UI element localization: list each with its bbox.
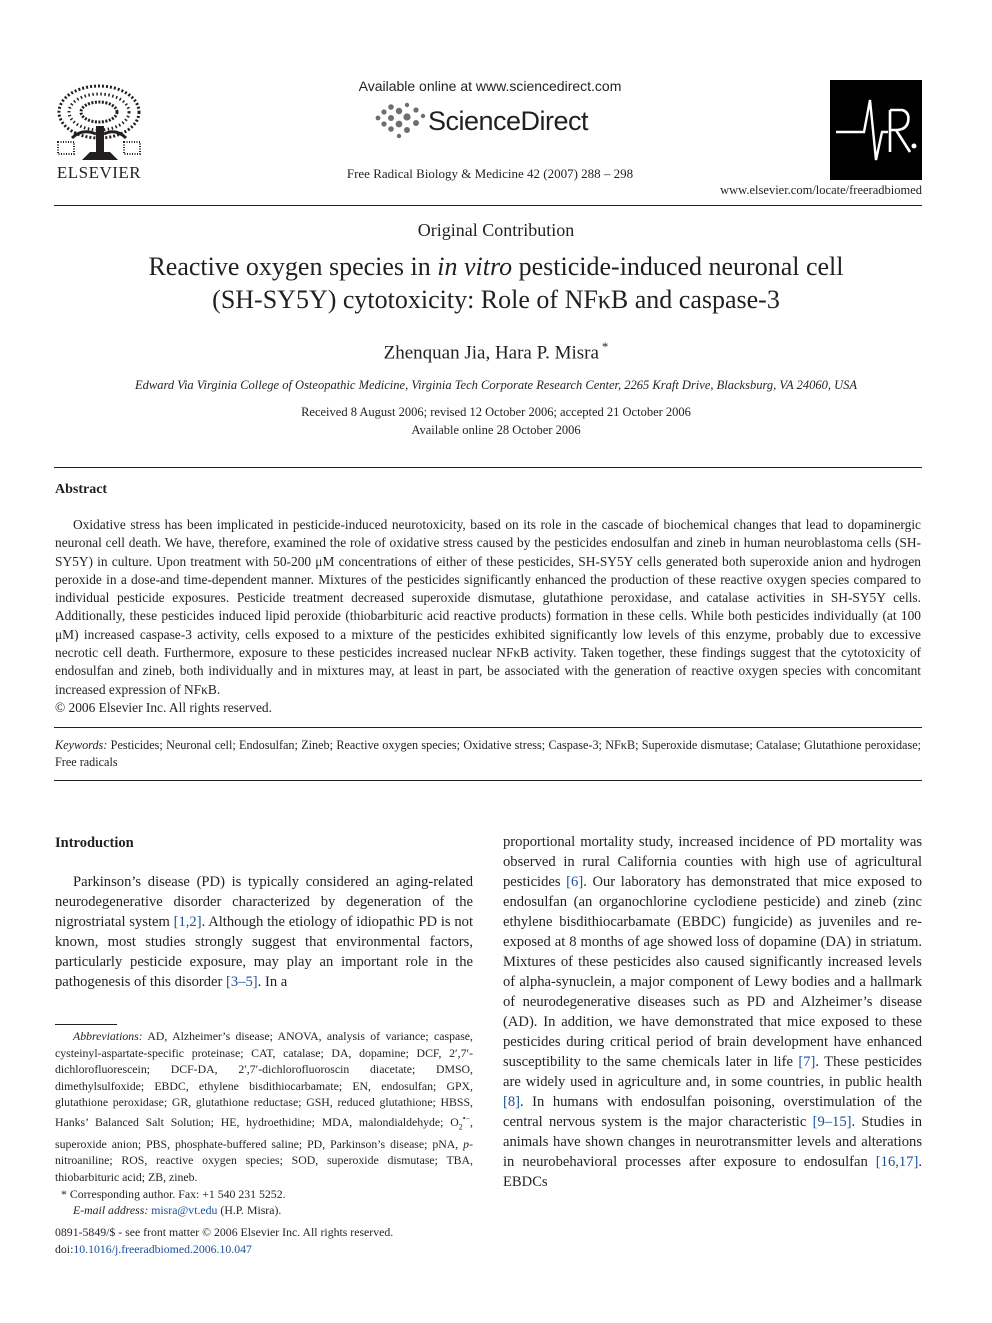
journal-citation: Free Radical Biology & Medicine 42 (2007) 288 – 298 (346, 166, 634, 181)
intro-text: . In a (257, 974, 288, 990)
email-label: E-mail address: (73, 1203, 149, 1218)
subscript: 2 (458, 1122, 463, 1132)
citation-link[interactable]: [8] (503, 1094, 521, 1110)
intro-text: . EBDCs (503, 1154, 922, 1190)
intro-text: proportional mortality study, increased incidence of PD mortality was observed in rural California counties with high use of agricultural pesticides (503, 834, 922, 890)
keywords-list: Pesticides; Neuronal cell; Endosulfan; Zineb; Reactive oxygen species; Oxidative stress; Caspase-3; NFκB; Superoxide dismutase; Catalase; Glutathione peroxidase; Free radicals (55, 738, 921, 769)
introduction-right-column (503, 832, 922, 1192)
citation-link[interactable]: [3–5] (226, 974, 258, 990)
author-list (0, 339, 992, 364)
citation-link[interactable]: [9–15] (812, 1114, 852, 1130)
citation-link[interactable]: [6] (566, 874, 584, 890)
doi-label: doi: (55, 1241, 74, 1256)
journal-homepage-link[interactable]: www.elsevier.com/locate/freeradbiomed (720, 183, 922, 197)
received-dates: Received 8 August 2006; revised 12 October 2006; accepted 21 October 2006 (301, 405, 691, 419)
sciencedirect-dots-icon (370, 100, 430, 140)
front-matter (55, 1224, 473, 1257)
abbreviations-text: , superoxide anion; PBS, phosphate-buffered saline; PD, Parkinson’s disease; pNA, (55, 1114, 473, 1151)
citation-link[interactable]: [1,2] (173, 914, 202, 930)
title-part-2: pesticide-induced neuronal cell (512, 252, 844, 281)
sciencedirect-name: ScienceDirect (428, 106, 589, 136)
email-note (55, 1202, 473, 1219)
abstract-top-divider (54, 467, 922, 468)
article-section-type: Original Contribution (417, 220, 575, 240)
corresponding-author-mark[interactable]: * (601, 339, 609, 354)
footnote-divider (55, 1024, 117, 1025)
abbreviations-footnote (55, 1028, 473, 1186)
paper-title (60, 250, 932, 316)
italic-text: p (463, 1136, 470, 1151)
email-suffix: (H.P. Misra). (217, 1203, 282, 1218)
available-online-date: Available online 28 October 2006 (411, 423, 581, 437)
email-link[interactable]: misra@vt.edu (151, 1203, 218, 1218)
publisher-name: ELSEVIER (56, 163, 142, 182)
abstract-heading: Abstract (55, 482, 108, 497)
intro-text: . Studies in animals have shown changes in neurotransmitter levels and alterations in neurobehavioral processes after exposure to endosulfan (503, 1114, 922, 1170)
title-part-1: Reactive oxygen species in (148, 252, 438, 281)
abstract-text: Oxidative stress has been implicated in pesticide-induced neurotoxicity, based on its role in the cascade of biochemical changes that lead to dopaminergic neuronal cell death. We have, therefore, examined the role of oxidative stress caused by the pesticides endosulfan and zineb in human neuroblastoma cells (SH-SY5Y) in culture. Upon treatment with 50-200 μM concentrations of either of these pesticides, SH-SY5Y cells generated both superoxide anion and hydrogen peroxide in a dose-and time-dependent manner. Mixtures of the pesticides significantly enhanced the production of these reactive oxygen species compared to individual pesticide exposures. Pesticide treatment decreased superoxide dismutase, glutathione peroxidase, and catalase activities in SH-SY5Y cells. Additionally, these pesticides induced lipid peroxide (thiobarbituric acid reactive products) formation in these cells. While both pesticides individually (at 100 μM) increased caspase-3 activity, cells exposed to a mixture of the pesticides exhibited significantly low levels of this enzyme, probably due to excessive necrotic cell death. Furthermore, exposure to these pesticides increased nuclear NFκB activity. Taken together, these findings suggest that the cytotoxicity of endosulfan and zineb, both individually and in mixtures may, at least in part, be associated with the generation of reactive oxygen species with concomitant increased expression of NFκB. (55, 517, 921, 697)
keywords (55, 737, 921, 771)
doi-link[interactable]: 10.1016/j.freeradbiomed.2006.10.047 (73, 1241, 252, 1256)
title-italic-part: in vitro (437, 252, 513, 281)
abbreviations-text: AD, Alzheimer’s disease; ANOVA, analysis of variance; caspase, cysteinyl-aspartate-specific proteinase; CAT, catalase; DA, dopamine; DCF, 2′,7′-dichlorofluorescein; DCF-DA, 2′,7′-dichlorofluoroscin diacetate; DMSO, dimethylsulfoxide; EBDC, ethylene bisdithiocarbamate; EN, endosulfan; GPX, glutathione peroxidase; GR, glutathione reductase; GSH, reduced glutathione; HBSS, Hanks’ Balanced Salt Solution; HE, hydroethidine; MDA, malondialdehyde; O (55, 1029, 473, 1129)
intro-text: . These pesticides are widely used in agriculture and, in some countries, in public health (503, 1054, 922, 1090)
author-names: Zhenquan Jia, Hara P. Misra (383, 342, 599, 364)
corresponding-author-note: * Corresponding author. Fax: +1 540 231 5252. (61, 1186, 286, 1201)
citation-link[interactable]: [7] (798, 1054, 816, 1070)
intro-text: . Although the etiology of idiopathic PD is not known, most studies strongly suggest that environmental factors, particularly pesticide exposure, may play an important role in the pathogenesis of this disorder (55, 914, 473, 990)
introduction-left-column (55, 872, 473, 992)
title-line-2: (SH-SY5Y) cytotoxicity: Role of NFκB and caspase-3 (212, 285, 780, 314)
available-online-banner[interactable]: Available online at www.sciencedirect.com (358, 78, 622, 94)
journal-logo (830, 80, 922, 180)
abstract-copyright: © 2006 Elsevier Inc. All rights reserved. (55, 700, 272, 715)
intro-text: Parkinson’s disease (PD) is typically considered an aging-related neurodegenerative disorder characterized by degeneration of the nigrostriatal system (55, 874, 473, 930)
keywords-label: Keywords: (55, 738, 108, 752)
author-affiliation: Edward Via Virginia College of Osteopathic Medicine, Virginia Tech Corporate Research Center, 2265 Kraft Drive, Blacksburg, VA 24060, USA (134, 378, 858, 392)
header-divider (54, 205, 922, 206)
keywords-bottom-divider (54, 780, 922, 781)
introduction-heading: Introduction (55, 835, 134, 851)
superscript: •− (462, 1113, 471, 1123)
doi-line (55, 1241, 473, 1258)
abbreviations-label: Abbreviations: (73, 1029, 143, 1043)
keywords-top-divider (54, 727, 922, 728)
citation-link[interactable]: [16,17] (875, 1154, 919, 1170)
abbreviations-text: -nitroaniline; ROS, reactive oxygen species; SOD, superoxide dismutase; TBA, thiobarbituric acid; ZB, zineb. (55, 1136, 473, 1185)
intro-text: . In humans with endosulfan poisoning, overstimulation of the central nervous system is the major characteristic (503, 1094, 922, 1130)
footnotes (55, 1028, 473, 1219)
intro-text: . Our laboratory has demonstrated that mice exposed to endosulfan (an organochlorine cyclodiene pesticide) and zineb (zinc ethylene bisdithiocarbamate (EBDC) fungicide) as juveniles and re-exposed at 8 months of age showed loss of dopamine (DA) in striatum. Mixtures of these pesticides also caused significantly increased levels of alpha-synuclein, a major component of Lewy bodies and a hallmark of neurodegenerative diseases such as PD and Alzheimer’s disease (AD). In addition, we have demonstrated that mice exposed to these pesticides during critical period of brain development have enhanced susceptibility to the same chemicals later in life (503, 874, 922, 1070)
issn-line: 0891-5849/$ - see front matter © 2006 Elsevier Inc. All rights reserved. (55, 1225, 394, 1239)
